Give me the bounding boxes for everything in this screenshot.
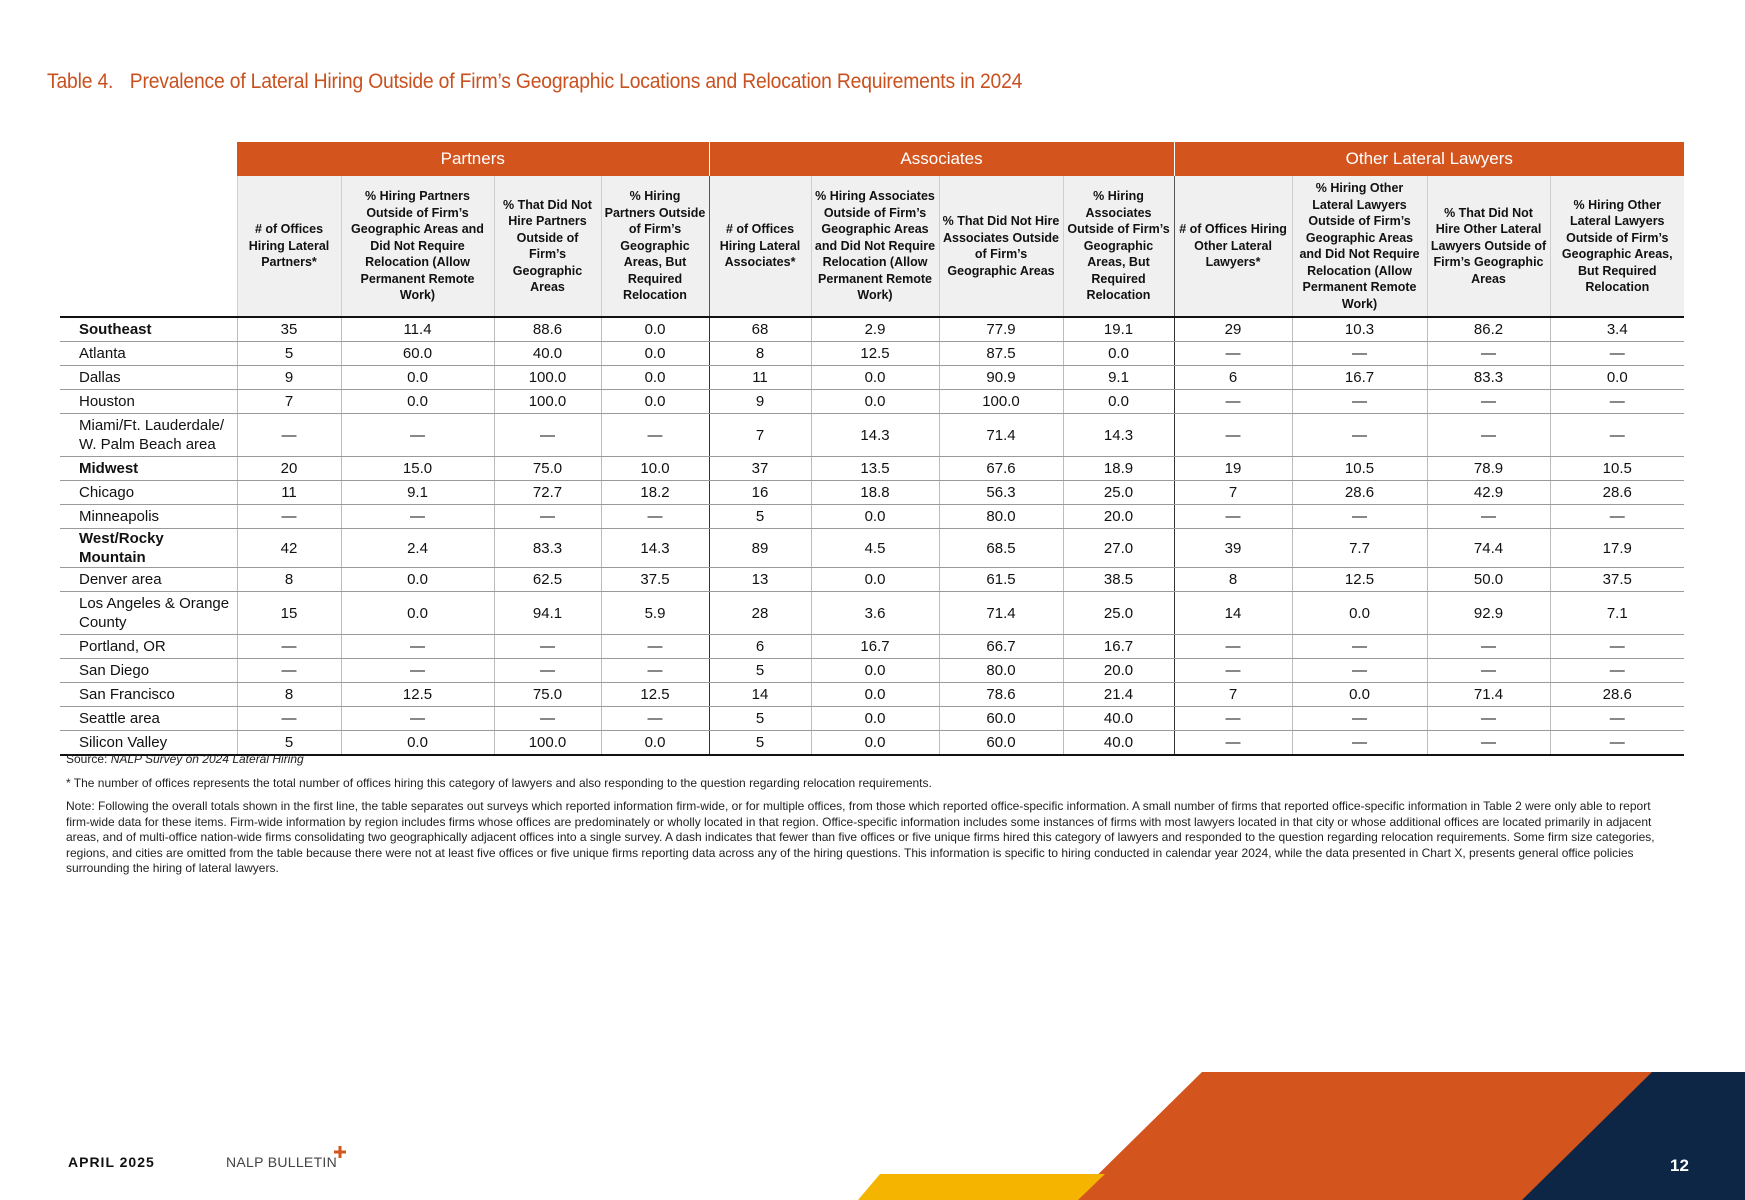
table-row [60, 707, 1684, 731]
group-header-other-lateral-lawyers: Other Lateral Lawyers [1174, 142, 1684, 176]
table-cell: 0.0 [601, 366, 709, 390]
table-cell: — [1427, 390, 1550, 414]
table-cell: 0.0 [341, 568, 494, 592]
table-cell: 0.0 [811, 505, 939, 529]
table-cell: 17.9 [1550, 529, 1684, 568]
table-cell: 40.0 [1063, 731, 1174, 756]
table-cell: 13.5 [811, 457, 939, 481]
table-cell: 10.0 [601, 457, 709, 481]
table-cell: 7 [1174, 481, 1292, 505]
table-cell: 16.7 [811, 635, 939, 659]
table-cell: — [494, 414, 601, 457]
table-cell: — [494, 635, 601, 659]
table-cell: 20.0 [1063, 659, 1174, 683]
column-header: # of Offices Hiring Lateral Associates* [709, 176, 811, 317]
table-cell: 39 [1174, 529, 1292, 568]
table-cell: — [237, 659, 341, 683]
table-cell: 37.5 [1550, 568, 1684, 592]
table-cell: — [1292, 342, 1427, 366]
table-cell: 0.0 [811, 390, 939, 414]
table-cell: 4.5 [811, 529, 939, 568]
table-cell: 16 [709, 481, 811, 505]
column-header: # of Offices Hiring Other Lateral Lawyers* [1174, 176, 1292, 317]
table-cell: — [341, 659, 494, 683]
table-cell: — [1292, 414, 1427, 457]
footer-date: APRIL 2025 [68, 1154, 155, 1170]
table-cell: 8 [237, 683, 341, 707]
table-cell: 5 [709, 707, 811, 731]
row-label: Miami/Ft. Lauderdale/ W. Palm Beach area [60, 414, 237, 457]
table-corner [60, 142, 237, 176]
table-cell: 87.5 [939, 342, 1063, 366]
table-cell: — [601, 635, 709, 659]
table-cell: 42.9 [1427, 481, 1550, 505]
table-cell: — [1292, 731, 1427, 756]
table-cell: 5 [237, 342, 341, 366]
table-cell: 90.9 [939, 366, 1063, 390]
table-cell: 68 [709, 317, 811, 342]
table-cell: 38.5 [1063, 568, 1174, 592]
row-label: Dallas [60, 366, 237, 390]
table-row [60, 635, 1684, 659]
table-cell: — [1174, 505, 1292, 529]
table-cell: 0.0 [811, 707, 939, 731]
table-cell: 0.0 [341, 731, 494, 756]
table-cell: 35 [237, 317, 341, 342]
table-row [60, 568, 1684, 592]
table-cell: — [1550, 707, 1684, 731]
table-row [60, 529, 1684, 568]
table-cell: — [1292, 635, 1427, 659]
column-header: % Hiring Partners Outside of Firm’s Geographic Areas and Did Not Require Relocation (Allow Permanent Remote Work) [341, 176, 494, 317]
row-label: Chicago [60, 481, 237, 505]
table-cell: 7 [237, 390, 341, 414]
table-cell: 15 [237, 592, 341, 635]
table-cell: 71.4 [939, 592, 1063, 635]
table-row [60, 317, 1684, 342]
table-number: Table 4. [47, 70, 114, 93]
group-header-partners: Partners [237, 142, 709, 176]
table-cell: 13 [709, 568, 811, 592]
table-cell: — [494, 659, 601, 683]
table-row [60, 390, 1684, 414]
table-cell: — [1427, 659, 1550, 683]
table-cell: 9 [237, 366, 341, 390]
table-cell: 28.6 [1292, 481, 1427, 505]
table-cell: 86.2 [1427, 317, 1550, 342]
row-label: Houston [60, 390, 237, 414]
table-cell: — [1174, 414, 1292, 457]
column-header: % Hiring Associates Outside of Firm’s Geographic Areas, But Required Relocation [1063, 176, 1174, 317]
table-cell: — [601, 414, 709, 457]
table-cell: 12.5 [601, 683, 709, 707]
table-body [60, 317, 1684, 755]
table-cell: — [1174, 390, 1292, 414]
table-cell: 9 [709, 390, 811, 414]
column-header: % That Did Not Hire Associates Outside of Firm’s Geographic Areas [939, 176, 1063, 317]
table-cell: 0.0 [601, 342, 709, 366]
table-cell: 0.0 [811, 683, 939, 707]
table-cell: 0.0 [341, 366, 494, 390]
table-cell: 25.0 [1063, 592, 1174, 635]
column-header: # of Offices Hiring Lateral Partners* [237, 176, 341, 317]
table-cell: 92.9 [1427, 592, 1550, 635]
table-cell: 37 [709, 457, 811, 481]
table-cell: — [1174, 707, 1292, 731]
table-cell: 78.6 [939, 683, 1063, 707]
table-cell: 18.2 [601, 481, 709, 505]
table-cell: 61.5 [939, 568, 1063, 592]
table-cell: — [1292, 707, 1427, 731]
row-label: Midwest [60, 457, 237, 481]
table-cell: — [601, 505, 709, 529]
table-cell: — [1550, 342, 1684, 366]
row-label: San Francisco [60, 683, 237, 707]
table-cell: 37.5 [601, 568, 709, 592]
table-cell: 14.3 [811, 414, 939, 457]
source-label: Source: [66, 752, 108, 766]
table-cell: — [1550, 390, 1684, 414]
table-cell: 83.3 [494, 529, 601, 568]
table-cell: — [1427, 731, 1550, 756]
table-row [60, 505, 1684, 529]
table-cell: 66.7 [939, 635, 1063, 659]
column-header: % Hiring Partners Outside of Firm’s Geographic Areas, But Required Relocation [601, 176, 709, 317]
table-cell: 56.3 [939, 481, 1063, 505]
table-cell: — [341, 707, 494, 731]
table-cell: 12.5 [341, 683, 494, 707]
table-cell: 16.7 [1292, 366, 1427, 390]
table-cell: 60.0 [939, 731, 1063, 756]
table-cell: 5 [709, 659, 811, 683]
table-cell: — [1550, 635, 1684, 659]
table-cell: 88.6 [494, 317, 601, 342]
table-cell: — [1550, 659, 1684, 683]
table-cell: 5 [709, 505, 811, 529]
table-cell: — [1427, 635, 1550, 659]
table-cell: 20.0 [1063, 505, 1174, 529]
table-cell: 60.0 [341, 342, 494, 366]
table-cell: — [341, 505, 494, 529]
table-cell: 5 [237, 731, 341, 756]
table-row [60, 342, 1684, 366]
table-cell: 0.0 [811, 568, 939, 592]
column-header: % That Did Not Hire Other Lateral Lawyers Outside of Firm’s Geographic Areas [1427, 176, 1550, 317]
table-cell: 7 [709, 414, 811, 457]
table-cell: 0.0 [1292, 683, 1427, 707]
table-cell: 19 [1174, 457, 1292, 481]
footer-brand: NALP BULLETIN [226, 1154, 338, 1170]
table-cell: 100.0 [494, 731, 601, 756]
table-cell: — [1174, 731, 1292, 756]
table-cell: 100.0 [494, 366, 601, 390]
table-cell: 9.1 [1063, 366, 1174, 390]
table-cell: — [1550, 505, 1684, 529]
column-header: % Hiring Other Lateral Lawyers Outside of Firm’s Geographic Areas, But Required Relocation [1550, 176, 1684, 317]
table-cell: 42 [237, 529, 341, 568]
table-cell: 8 [237, 568, 341, 592]
table-cell: 2.9 [811, 317, 939, 342]
table-cell: — [494, 505, 601, 529]
table-cell: — [1292, 390, 1427, 414]
table-cell: — [1174, 635, 1292, 659]
table-cell: 60.0 [939, 707, 1063, 731]
table-cell: 11 [237, 481, 341, 505]
table-cell: 75.0 [494, 457, 601, 481]
table-cell: — [237, 707, 341, 731]
plus-icon [334, 1146, 346, 1158]
table-cell: 14 [1174, 592, 1292, 635]
table-cell: 10.3 [1292, 317, 1427, 342]
table-cell: — [1427, 414, 1550, 457]
table-cell: 18.8 [811, 481, 939, 505]
table-cell: 12.5 [1292, 568, 1427, 592]
table-cell: 20 [237, 457, 341, 481]
row-label: West/Rocky Mountain [60, 529, 237, 568]
row-label: Southeast [60, 317, 237, 342]
table-cell: 0.0 [601, 731, 709, 756]
table-cell: — [1174, 342, 1292, 366]
row-label: Denver area [60, 568, 237, 592]
table-cell: 5.9 [601, 592, 709, 635]
group-header-associates: Associates [709, 142, 1174, 176]
table-cell: 21.4 [1063, 683, 1174, 707]
column-header: % That Did Not Hire Partners Outside of Firm’s Geographic Areas [494, 176, 601, 317]
table-cell: 18.9 [1063, 457, 1174, 481]
table-cell: 16.7 [1063, 635, 1174, 659]
row-label: Minneapolis [60, 505, 237, 529]
table-cell: 6 [1174, 366, 1292, 390]
table-cell: 0.0 [811, 659, 939, 683]
table-cell: 0.0 [1063, 342, 1174, 366]
table-cell: 0.0 [601, 390, 709, 414]
table-cell: 3.6 [811, 592, 939, 635]
table-cell: — [1292, 659, 1427, 683]
table-cell: 94.1 [494, 592, 601, 635]
table-row [60, 414, 1684, 457]
table-cell: 0.0 [811, 731, 939, 756]
row-label: San Diego [60, 659, 237, 683]
methodology-note: Note: Following the overall totals shown in the first line, the table separates out surveys which reported information firm-wide, or for multiple offices, from those which reported office-specific information. A small number of firms that reported office-specific information in Table 2 were only able to report firm-wide data for these items. Firm-wide information by region includes firms whose offices are predominately or wholly located in that region. Office-specific information includes some instances of firms with most lawyers located in that city or whose additional offices are located primarily in adjacent areas, and of multi-office nation-wide firms consolidating two geographically adjacent offices into a single survey. A dash indicates that fewer than five offices or five unique firms hired this category of lawyers and responded to the question regarding relocation requirements. Some firm size categories, regions, and cities are omitted from the table because there were not at least five offices or five unique firms reporting data across any of the hiring questions. This information is specific to hiring conducted in calendar year 2024, while the data presented in Chart X, presents general office policies surrounding the hiring of lateral lawyers. [66, 799, 1655, 875]
column-header: % Hiring Other Lateral Lawyers Outside of Firm’s Geographic Areas and Did Not Require Relocation (Allow Permanent Remote Work) [1292, 176, 1427, 317]
table-cell: 68.5 [939, 529, 1063, 568]
table-cell: 7.1 [1550, 592, 1684, 635]
table-cell: 62.5 [494, 568, 601, 592]
table-cell: — [1550, 414, 1684, 457]
table-notes [66, 752, 1666, 885]
table-cell: 71.4 [939, 414, 1063, 457]
table-cell: 28.6 [1550, 481, 1684, 505]
table-cell: 5 [709, 731, 811, 756]
table-cell: 0.0 [601, 317, 709, 342]
table-cell: — [601, 707, 709, 731]
table-cell: — [494, 707, 601, 731]
table-cell: 28.6 [1550, 683, 1684, 707]
row-label: Atlanta [60, 342, 237, 366]
table-row [60, 592, 1684, 635]
table-row [60, 366, 1684, 390]
table-row [60, 683, 1684, 707]
row-label: Portland, OR [60, 635, 237, 659]
table-cell: — [1427, 707, 1550, 731]
asterisk-footnote: * The number of offices represents the total number of offices hiring this category of lawyers and also responding to the question regarding relocation requirements. [66, 775, 932, 790]
table-cell: — [1427, 342, 1550, 366]
source-name: NALP Survey on 2024 Lateral Hiring [110, 752, 304, 766]
table-cell: 11.4 [341, 317, 494, 342]
table-cell: — [1174, 659, 1292, 683]
table-cell: 75.0 [494, 683, 601, 707]
table-cell: 80.0 [939, 505, 1063, 529]
table-cell: 78.9 [1427, 457, 1550, 481]
table-cell: 8 [1174, 568, 1292, 592]
table-cell: 14 [709, 683, 811, 707]
table-cell: 77.9 [939, 317, 1063, 342]
table-cell: — [341, 414, 494, 457]
table-cell: 72.7 [494, 481, 601, 505]
table-cell: 14.3 [1063, 414, 1174, 457]
table-row [60, 481, 1684, 505]
table-cell: — [1550, 731, 1684, 756]
table-title-text: Prevalence of Lateral Hiring Outside of Firm’s Geographic Locations and Relocation Requirements in 2024 [129, 70, 1023, 93]
table-cell: 0.0 [341, 390, 494, 414]
table-cell: 10.5 [1292, 457, 1427, 481]
table-cell: 7.7 [1292, 529, 1427, 568]
table-cell: 100.0 [939, 390, 1063, 414]
table-cell: 11 [709, 366, 811, 390]
table-cell: 10.5 [1550, 457, 1684, 481]
table-cell: 100.0 [494, 390, 601, 414]
table-cell: 74.4 [1427, 529, 1550, 568]
yellow-band-shape [858, 1174, 1105, 1200]
table-cell: 83.3 [1427, 366, 1550, 390]
table-cell: — [1292, 505, 1427, 529]
table-cell: 29 [1174, 317, 1292, 342]
table-cell: 50.0 [1427, 568, 1550, 592]
table-cell: 40.0 [494, 342, 601, 366]
table-cell: 0.0 [1063, 390, 1174, 414]
table-cell: 40.0 [1063, 707, 1174, 731]
table-cell: — [237, 414, 341, 457]
page-number: 12 [1670, 1156, 1689, 1175]
table-cell: — [341, 635, 494, 659]
table-cell: 0.0 [1550, 366, 1684, 390]
row-label: Seattle area [60, 707, 237, 731]
column-header: % Hiring Associates Outside of Firm’s Geographic Areas and Did Not Require Relocation (Allow Permanent Remote Work) [811, 176, 939, 317]
table-corner-lower [60, 176, 237, 317]
table-cell: 0.0 [341, 592, 494, 635]
table-cell: 27.0 [1063, 529, 1174, 568]
data-table [60, 142, 1684, 756]
table-cell: 14.3 [601, 529, 709, 568]
table-cell: 7 [1174, 683, 1292, 707]
row-label: Silicon Valley [60, 731, 237, 756]
table-cell: 80.0 [939, 659, 1063, 683]
table-cell: 3.4 [1550, 317, 1684, 342]
table-row [60, 457, 1684, 481]
table-cell: 2.4 [341, 529, 494, 568]
table-cell: 25.0 [1063, 481, 1174, 505]
page-title [47, 70, 1022, 94]
table-cell: 9.1 [341, 481, 494, 505]
table-cell: — [237, 635, 341, 659]
table-cell: 0.0 [1292, 592, 1427, 635]
table-cell: 15.0 [341, 457, 494, 481]
table-cell: 6 [709, 635, 811, 659]
source-line [66, 752, 1666, 768]
table-cell: 89 [709, 529, 811, 568]
table-cell: 71.4 [1427, 683, 1550, 707]
table-cell: 12.5 [811, 342, 939, 366]
table-cell: — [1427, 505, 1550, 529]
table-cell: 67.6 [939, 457, 1063, 481]
table-row [60, 659, 1684, 683]
table-cell: — [601, 659, 709, 683]
table-cell: 0.0 [811, 366, 939, 390]
table-cell: — [237, 505, 341, 529]
table-cell: 28 [709, 592, 811, 635]
table-cell: 19.1 [1063, 317, 1174, 342]
table-cell: 8 [709, 342, 811, 366]
row-label: Los Angeles & Orange County [60, 592, 237, 635]
